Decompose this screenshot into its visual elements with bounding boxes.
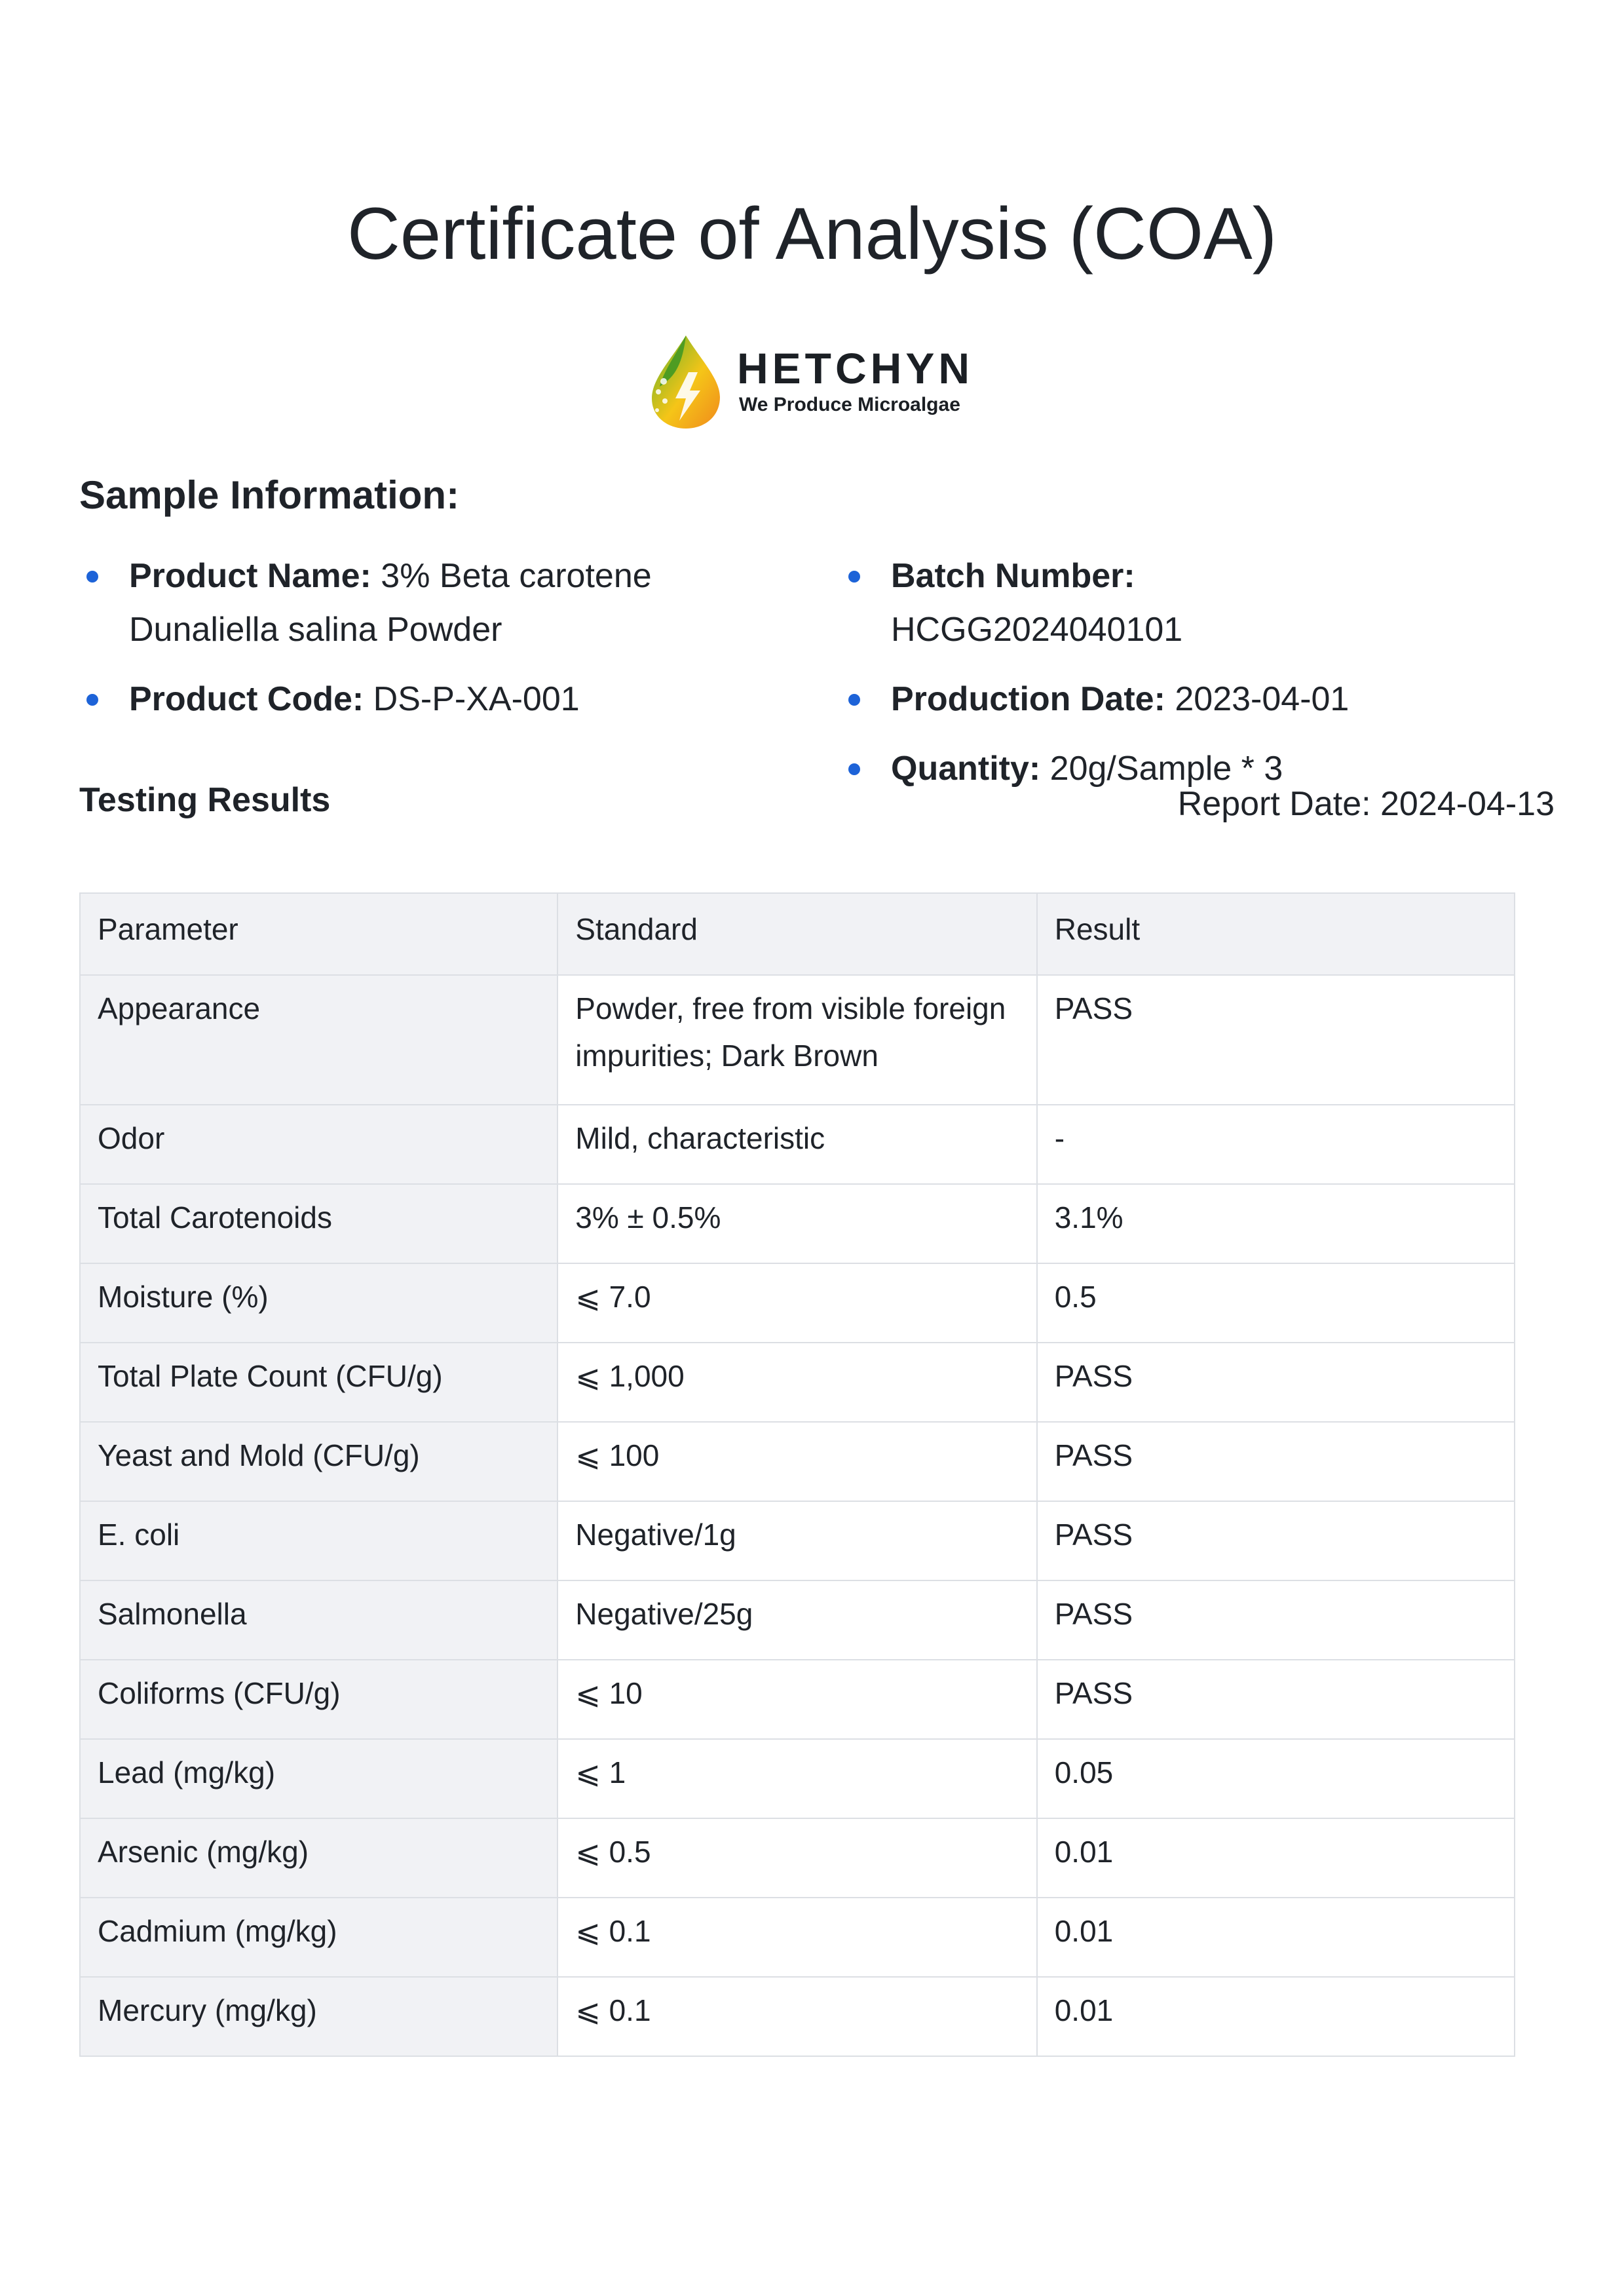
testing-results-heading: Testing Results <box>79 781 331 819</box>
cell-parameter: Moisture (%) <box>80 1263 557 1343</box>
table-row <box>80 1422 1515 1501</box>
cell-result: 0.5 <box>1037 1263 1515 1343</box>
table-row <box>80 975 1515 1105</box>
column-header-parameter: Parameter <box>80 893 557 975</box>
column-header-result: Result <box>1037 893 1515 975</box>
results-table-body <box>80 975 1515 2056</box>
page-title: Certificate of Analysis (COA) <box>347 193 1277 275</box>
cell-result: 0.01 <box>1037 1977 1515 2056</box>
table-row <box>80 1739 1515 1818</box>
cell-result: 3.1% <box>1037 1184 1515 1263</box>
leaf-drop-icon <box>645 333 724 431</box>
report-date: Report Date: 2024-04-13 <box>1177 785 1555 823</box>
info-label: Batch Number: <box>891 557 1135 595</box>
table-row <box>80 1580 1515 1660</box>
info-item-product-name <box>79 549 669 657</box>
info-label: Production Date: <box>891 680 1165 718</box>
info-label: Product Name: <box>129 557 371 595</box>
table-row <box>80 1660 1515 1739</box>
cell-result: PASS <box>1037 1422 1515 1501</box>
cell-result: 0.01 <box>1037 1898 1515 1977</box>
cell-standard: Negative/25g <box>557 1580 1036 1660</box>
brand-tagline: We Produce Microalgae <box>739 394 960 415</box>
table-row <box>80 1184 1515 1263</box>
info-value: HCGG2024040101 <box>891 611 1183 649</box>
results-table <box>79 892 1515 2057</box>
cell-standard: ⩽ 0.5 <box>557 1818 1036 1898</box>
cell-result: PASS <box>1037 1580 1515 1660</box>
table-row <box>80 1898 1515 1977</box>
bullet-dot <box>848 763 860 775</box>
column-header-standard: Standard <box>557 893 1036 975</box>
table-header-row <box>80 893 1515 975</box>
cell-result: - <box>1037 1105 1515 1184</box>
info-item-product-code <box>79 672 669 726</box>
cell-parameter: Odor <box>80 1105 557 1184</box>
cell-parameter: Cadmium (mg/kg) <box>80 1898 557 1977</box>
table-row <box>80 1501 1515 1580</box>
cell-standard: ⩽ 0.1 <box>557 1898 1036 1977</box>
info-label: Quantity: <box>891 750 1041 788</box>
info-item-production-date <box>841 672 1431 726</box>
brand-logo <box>645 333 986 431</box>
sample-info-left <box>79 549 669 742</box>
cell-standard: ⩽ 0.1 <box>557 1977 1036 2056</box>
cell-result: PASS <box>1037 1343 1515 1422</box>
cell-parameter: E. coli <box>80 1501 557 1580</box>
info-value: 20g/Sample * 3 <box>1049 750 1283 788</box>
cell-result: PASS <box>1037 1501 1515 1580</box>
cell-standard: ⩽ 1,000 <box>557 1343 1036 1422</box>
sample-info-right <box>841 549 1431 811</box>
table-row <box>80 1343 1515 1422</box>
cell-result: 0.01 <box>1037 1818 1515 1898</box>
cell-standard: 3% ± 0.5% <box>557 1184 1036 1263</box>
cell-standard: Negative/1g <box>557 1501 1036 1580</box>
cell-parameter: Yeast and Mold (CFU/g) <box>80 1422 557 1501</box>
info-value: 2023-04-01 <box>1175 680 1350 718</box>
table-row <box>80 1263 1515 1343</box>
cell-result: 0.05 <box>1037 1739 1515 1818</box>
sample-info-heading: Sample Information: <box>79 473 460 517</box>
cell-standard: ⩽ 7.0 <box>557 1263 1036 1343</box>
brand-name: HETCHYN <box>737 344 974 392</box>
table-row <box>80 1818 1515 1898</box>
cell-standard: ⩽ 1 <box>557 1739 1036 1818</box>
cell-result: PASS <box>1037 975 1515 1105</box>
cell-standard: Powder, free from visible foreign impurities; Dark Brown <box>557 975 1036 1105</box>
bullet-dot <box>848 694 860 706</box>
cell-standard: ⩽ 10 <box>557 1660 1036 1739</box>
cell-parameter: Salmonella <box>80 1580 557 1660</box>
cell-parameter: Total Carotenoids <box>80 1184 557 1263</box>
cell-parameter: Arsenic (mg/kg) <box>80 1818 557 1898</box>
bullet-dot <box>86 694 98 706</box>
info-value: DS-P-XA-001 <box>373 680 580 718</box>
cell-standard: ⩽ 100 <box>557 1422 1036 1501</box>
cell-parameter: Total Plate Count (CFU/g) <box>80 1343 557 1422</box>
table-row <box>80 1105 1515 1184</box>
cell-parameter: Mercury (mg/kg) <box>80 1977 557 2056</box>
cell-parameter: Coliforms (CFU/g) <box>80 1660 557 1739</box>
bullet-dot <box>848 571 860 583</box>
cell-parameter: Lead (mg/kg) <box>80 1739 557 1818</box>
info-item-batch-number <box>841 549 1431 657</box>
table-row <box>80 1977 1515 2056</box>
cell-parameter: Appearance <box>80 975 557 1105</box>
bullet-dot <box>86 571 98 583</box>
cell-result: PASS <box>1037 1660 1515 1739</box>
cell-standard: Mild, characteristic <box>557 1105 1036 1184</box>
info-label: Product Code: <box>129 680 364 718</box>
info-value: 3% Beta carotene Dunaliella salina Powder <box>129 557 652 649</box>
